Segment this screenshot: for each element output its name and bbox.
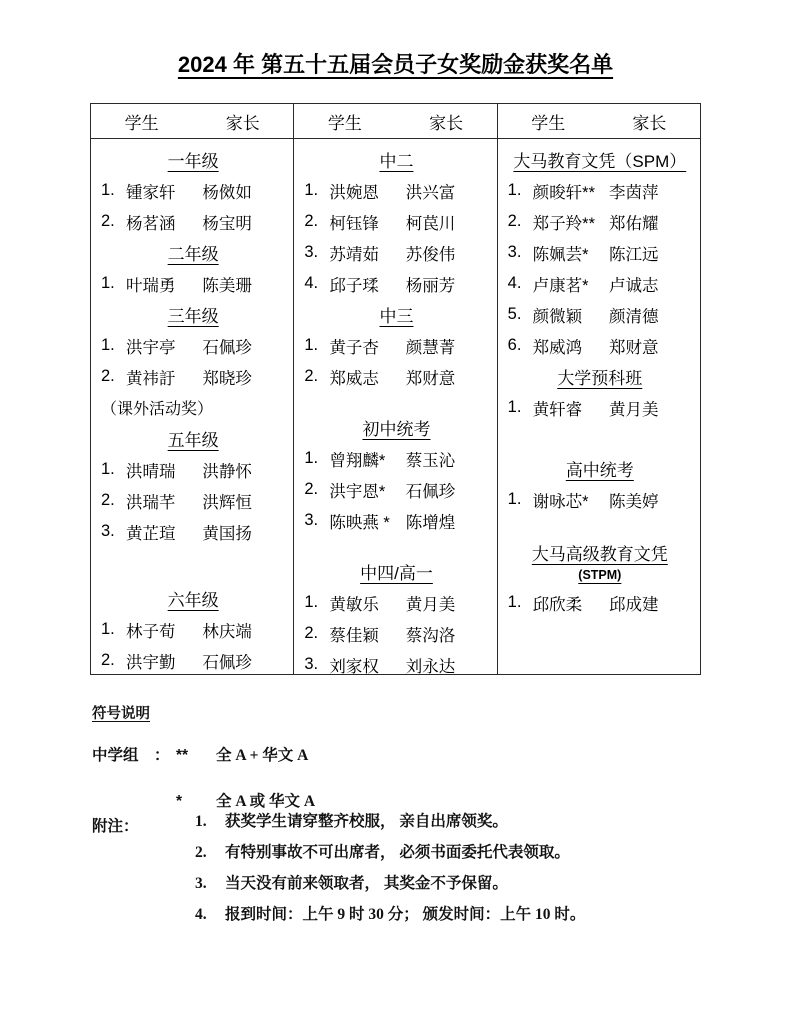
- parent-name: 郑财意: [405, 369, 456, 388]
- row-number: 2.: [304, 212, 319, 230]
- row-number: 3.: [304, 655, 319, 673]
- student-name: 谢咏芯*: [532, 492, 589, 511]
- award-row: [101, 268, 285, 299]
- award-row: [101, 614, 285, 645]
- grade-section-label: 一年级: [167, 152, 219, 171]
- note-item: [195, 843, 712, 862]
- note-item: [195, 905, 712, 924]
- parent-name: 林庆端: [202, 622, 252, 641]
- parent-name: 黄月美: [405, 595, 456, 614]
- parent-name: 陈江远: [609, 245, 659, 264]
- award-row: [101, 645, 285, 674]
- grade-section-row: [304, 412, 488, 443]
- row-annotation: （课外活动奖）: [101, 401, 214, 418]
- row-number: 3.: [304, 243, 319, 261]
- note-text: 报到时间：上午 9 时 30 分； 颁发时间：上午 10 时。: [225, 906, 586, 923]
- header-cell-3: [498, 104, 700, 138]
- student-name: 洪晴瑞: [126, 462, 176, 481]
- parent-name: 苏俊伟: [405, 245, 456, 264]
- student-name: 柯钰锋: [329, 214, 379, 233]
- note-number: 4.: [195, 906, 207, 923]
- page-title: [0, 48, 791, 79]
- grade-section-row: [101, 237, 285, 268]
- legend-title: 符号说明: [92, 706, 150, 722]
- header-parent-label: 家长: [632, 113, 667, 133]
- award-row: [101, 485, 285, 516]
- award-row: [304, 474, 488, 505]
- row-number: 1.: [507, 398, 522, 416]
- student-name: 黄芷瑄: [126, 524, 176, 543]
- header-student-label: 学生: [124, 113, 159, 133]
- student-name: 杨茗涵: [126, 214, 176, 233]
- legend-colon: ：: [154, 747, 170, 764]
- table-header-row: [91, 104, 700, 139]
- student-name: 陈映燕 *: [329, 513, 390, 532]
- award-row: [508, 299, 692, 330]
- award-table: [90, 103, 701, 675]
- row-number: 2.: [304, 480, 319, 498]
- grade-section-row: [508, 361, 692, 392]
- legend-symbol: *: [176, 793, 183, 810]
- page-title-text: 2024 年 第五十五届会员子女奖励金获奖名单: [177, 52, 614, 77]
- row-number: 4.: [507, 274, 522, 292]
- grade-section-label: 中二: [379, 152, 414, 171]
- row-number: 1.: [101, 181, 115, 199]
- award-row: [304, 237, 488, 268]
- parent-name: 郑佑耀: [609, 214, 659, 233]
- parent-name: 陈美珊: [202, 276, 252, 295]
- grade-section-row: [508, 453, 692, 484]
- grade-section-label: 中三: [379, 307, 414, 326]
- spacer: [508, 515, 692, 535]
- student-name: 郑子羚**: [532, 214, 595, 233]
- grade-section-label: 大马高级教育文凭: [531, 545, 668, 564]
- student-name: 郑威鸿: [532, 338, 583, 357]
- student-name: 刘家权: [329, 657, 379, 674]
- award-row: [304, 649, 488, 674]
- table-column-1: [91, 139, 294, 674]
- student-name: 苏靖茹: [329, 245, 379, 264]
- award-row: [101, 175, 285, 206]
- student-name: 洪宇亭: [126, 338, 176, 357]
- grade-section-label: 中四/高一: [360, 564, 433, 583]
- student-name: 邱欣柔: [532, 595, 583, 614]
- student-name: 颜晙轩**: [532, 183, 595, 202]
- row-number: 1.: [304, 336, 319, 354]
- row-number: 1.: [101, 336, 115, 354]
- row-number: 2.: [101, 367, 115, 385]
- student-name: 郑威志: [329, 369, 379, 388]
- note-item: [195, 874, 712, 893]
- award-row: [304, 175, 488, 206]
- grade-section-label: 初中统考: [362, 420, 431, 439]
- parent-name: 黄月美: [609, 400, 659, 419]
- award-row: [508, 206, 692, 237]
- parent-name: 洪兴富: [405, 183, 456, 202]
- row-number: 5.: [507, 305, 522, 323]
- parent-name: 颜清德: [609, 307, 659, 326]
- grade-section-row: [508, 144, 692, 175]
- award-row: [101, 454, 285, 485]
- row-number: 1.: [507, 181, 522, 199]
- grade-section-row: [101, 299, 285, 330]
- grade-section-row: [101, 144, 285, 175]
- parent-name: 洪辉恒: [202, 493, 252, 512]
- table-body: [91, 139, 700, 674]
- grade-section-label: 三年级: [167, 307, 219, 326]
- legend-row: [92, 743, 315, 765]
- row-number: 2.: [507, 212, 522, 230]
- student-name: 洪宇勤: [126, 653, 176, 672]
- note-text: 当天没有前来领取者， 其奖金不予保留。: [225, 875, 508, 892]
- award-row: [508, 330, 692, 361]
- header-parent-label: 家长: [429, 113, 464, 133]
- student-name: 黄祎訏: [126, 369, 176, 388]
- spacer: [508, 423, 692, 453]
- notes-section: [92, 812, 712, 936]
- award-row: [304, 505, 488, 536]
- award-row: [508, 268, 692, 299]
- parent-name: 石佩珍: [405, 482, 456, 501]
- parent-name: 石佩珍: [202, 653, 252, 672]
- row-number: 3.: [304, 511, 319, 529]
- row-number: 2.: [101, 212, 115, 230]
- parent-name: 邱成建: [609, 595, 659, 614]
- row-number: 2.: [304, 624, 319, 642]
- student-name: 洪宇恩*: [329, 482, 386, 501]
- parent-name: 杨丽芳: [405, 276, 456, 295]
- parent-name: 郑晓珍: [202, 369, 252, 388]
- header-cell-2: [294, 104, 497, 138]
- legend-row: [92, 789, 315, 811]
- parent-name: 郑财意: [609, 338, 659, 357]
- parent-name: 李茵萍: [609, 183, 659, 202]
- row-number: 1.: [304, 181, 319, 199]
- note-number: 2.: [195, 844, 207, 861]
- legend-text: 全 A + 华文 A: [216, 747, 309, 764]
- award-row: [101, 206, 285, 237]
- row-number: 3.: [101, 522, 115, 540]
- note-number: 1.: [195, 813, 207, 830]
- grade-section-label: 大学预科班: [557, 369, 643, 388]
- grade-section-row: [508, 535, 692, 587]
- row-number: 2.: [101, 651, 115, 669]
- row-number: 1.: [101, 460, 115, 478]
- row-number: 1.: [507, 490, 522, 508]
- row-number: 1.: [101, 620, 115, 638]
- grade-section-label: 五年级: [167, 431, 219, 450]
- legend-text: 全 A 或 华文 A: [216, 793, 316, 810]
- parent-name: 洪静怀: [202, 462, 252, 481]
- parent-name: 陈美婷: [609, 492, 659, 511]
- header-cell-1: [91, 104, 294, 138]
- student-name: 陈姵芸*: [532, 245, 589, 264]
- parent-name: 卢诚志: [609, 276, 659, 295]
- parent-name: 杨傚如: [202, 183, 252, 202]
- student-name: 洪婉恩: [329, 183, 379, 202]
- header-parent-label: 家长: [225, 113, 260, 133]
- grade-section-sublabel: (STPM): [578, 568, 622, 582]
- note-text: 有特别事故不可出席者， 必须书面委托代表领取。: [225, 844, 570, 861]
- notes-items: [195, 812, 712, 924]
- grade-section-label: 二年级: [167, 245, 219, 264]
- award-row: [304, 587, 488, 618]
- row-number: 4.: [304, 274, 319, 292]
- parent-name: 杨宝明: [202, 214, 252, 233]
- note-number: 3.: [195, 875, 207, 892]
- award-row: [508, 237, 692, 268]
- spacer: [101, 547, 285, 583]
- parent-name: 陈增煌: [405, 513, 456, 532]
- student-name: 颜微颖: [532, 307, 583, 326]
- parent-name: 石佩珍: [202, 338, 252, 357]
- student-name: 曾翔麟*: [329, 451, 386, 470]
- table-column-2: [294, 139, 497, 674]
- award-row: [304, 330, 488, 361]
- student-name: 黄子杏: [329, 338, 379, 357]
- award-row: [304, 361, 488, 392]
- parent-name: 蔡沟洛: [405, 626, 456, 645]
- student-name: 林子荀: [126, 622, 176, 641]
- award-row: [508, 587, 692, 618]
- header-student-label: 学生: [531, 113, 566, 133]
- parent-name: 蔡玉沁: [405, 451, 456, 470]
- parent-name: 柯苠川: [405, 214, 456, 233]
- grade-section-row: [304, 144, 488, 175]
- row-number: 1.: [101, 274, 115, 292]
- student-name: 卢康茗*: [532, 276, 589, 295]
- row-number: 1.: [304, 593, 319, 611]
- row-number: 6.: [507, 336, 522, 354]
- notes-label: 附注：: [92, 818, 139, 835]
- student-name: 黄敏乐: [329, 595, 379, 614]
- award-row: [508, 392, 692, 423]
- grade-section-label: 高中统考: [565, 461, 634, 480]
- spacer: [304, 536, 488, 556]
- student-name: 邱子瑈: [329, 276, 379, 295]
- row-number: 2.: [304, 367, 319, 385]
- award-row: [304, 443, 488, 474]
- award-row: [508, 484, 692, 515]
- award-row: [101, 361, 285, 392]
- award-row: [304, 206, 488, 237]
- note-text: 获奖学生请穿整齐校服， 亲自出席领奖。: [225, 813, 508, 830]
- legend-symbol: **: [176, 747, 189, 764]
- student-name: 叶瑞勇: [126, 276, 176, 295]
- row-number: 2.: [101, 491, 115, 509]
- row-number: 1.: [304, 449, 319, 467]
- legend-group-label: 中学组: [92, 747, 139, 764]
- student-name: 锺家轩: [126, 183, 176, 202]
- award-row: [304, 268, 488, 299]
- parent-name: 刘永达: [405, 657, 456, 674]
- parent-name: 颜慧菁: [405, 338, 456, 357]
- award-row: [304, 618, 488, 649]
- row-number: 3.: [507, 243, 522, 261]
- grade-section-row: [304, 556, 488, 587]
- grade-section-label: 大马教育文凭（SPM）: [513, 152, 687, 171]
- header-student-label: 学生: [327, 113, 362, 133]
- student-name: 洪瑞芊: [126, 493, 176, 512]
- table-column-3: [498, 139, 700, 674]
- award-row: [101, 516, 285, 547]
- spacer: [304, 392, 488, 412]
- grade-section-row: [304, 299, 488, 330]
- student-name: 蔡佳颖: [329, 626, 379, 645]
- student-name: 黄轩睿: [532, 400, 583, 419]
- row-number: 1.: [507, 593, 522, 611]
- award-row: [101, 330, 285, 361]
- note-item: [195, 812, 712, 831]
- grade-section-row: [101, 583, 285, 614]
- grade-section-row: [101, 423, 285, 454]
- parent-name: 黄国扬: [202, 524, 252, 543]
- award-row: [508, 175, 692, 206]
- grade-section-label: 六年级: [167, 591, 219, 610]
